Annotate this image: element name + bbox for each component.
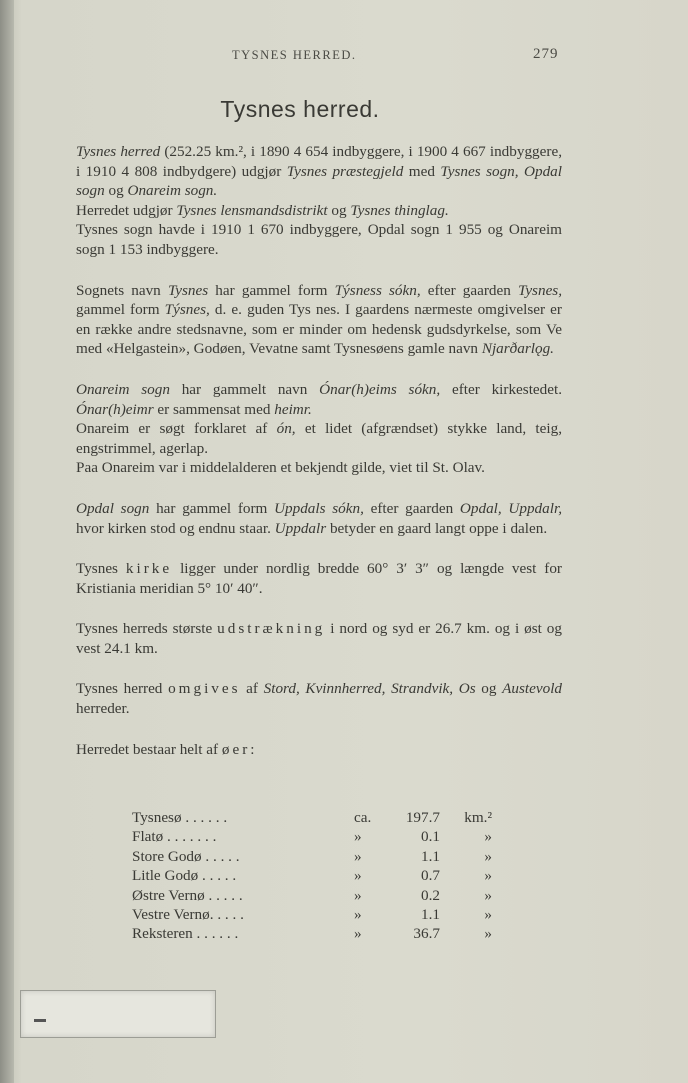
paragraph-district (76, 201, 562, 221)
island-qualifier: » (354, 886, 362, 904)
paragraph-kirke (76, 559, 562, 598)
list-item (132, 905, 492, 924)
text-italic: Uppdals sókn, (274, 499, 364, 517)
scan-label-box (20, 990, 216, 1038)
text-spaced: omgives (168, 680, 241, 698)
text-italic: Austevold (502, 680, 563, 698)
list-item (132, 886, 492, 905)
text: Sognets navn (76, 281, 168, 299)
page-title: Tysnes herred. (220, 96, 380, 122)
text-italic: Tysnes thinglag. (350, 201, 449, 219)
island-qualifier: ca. (354, 809, 372, 826)
text-italic: Ónar(h)eimr (76, 400, 154, 418)
paragraph-population: Tysnes sogn havde i 1910 1 670 indbyggere, Opdal sogn 1 955 og Onareim sogn 1 153 indbyggere. (76, 221, 562, 258)
island-name: Flatø . . . . . . . (132, 828, 217, 846)
island-area: 0.1 (421, 828, 440, 846)
island-name: Reksteren . . . . . . (132, 925, 239, 943)
text: og (327, 201, 351, 219)
text-italic: ón, (276, 420, 296, 438)
text: efter kirkestedet. (440, 380, 563, 398)
text: og (104, 182, 128, 200)
text-italic: Tysnes sogn, Opdal sogn (76, 162, 562, 200)
text-italic: heimr. (274, 400, 312, 418)
text-italic: Týsness sókn, (334, 281, 421, 299)
text: Herredet bestaar helt af (76, 740, 222, 758)
text: og (475, 680, 503, 698)
text-italic: Njarðarlǫg. (481, 340, 554, 358)
island-name: Tysnesø . . . . . . (132, 809, 228, 826)
text: herreder. (76, 700, 130, 718)
text-italic: Onareim sogn. (127, 182, 218, 200)
text-italic: Týsnes, (164, 301, 210, 319)
text: Onareim er søgt forklaret af (76, 420, 277, 438)
island-name: Store Godø . . . . . (132, 847, 240, 865)
text: Herredet udgjør (76, 201, 177, 219)
island-qualifier: » (354, 906, 362, 924)
island-unit: » (484, 867, 492, 885)
island-area: 197.7 (405, 809, 440, 826)
text: har gammel form (149, 499, 275, 517)
text-italic: Uppdalr (274, 519, 327, 537)
paragraph-opdal-name (76, 499, 562, 538)
text: (252.25 km.², i 1890 4 654 indbyggere, i 1900 4 667 indbyggere, i 1910 4 808 indbydgere) udgjør (76, 143, 562, 180)
text: et lidet (afgrændset) stykke land, teig, engstrimmel, agerlap. (76, 420, 562, 457)
text: hvor kirken stod og endnu staar. (76, 519, 275, 537)
text-italic: Tysnes herred (76, 143, 161, 160)
paragraph-onareim-explained (76, 419, 562, 458)
island-qualifier: » (354, 925, 362, 943)
text-italic: Tysnes (167, 281, 209, 299)
island-name: Litle Godø . . . . . (132, 867, 237, 885)
island-list (132, 808, 492, 944)
text: er sammensat med (153, 400, 275, 418)
island-qualifier: » (354, 828, 362, 846)
text-italic: Stord, Kvinnherred, Strandvik, Os (263, 680, 476, 698)
text: Tysnes herreds største (76, 620, 218, 638)
island-name: Østre Vernø . . . . . (132, 886, 243, 904)
text: gammel form (76, 301, 165, 319)
page-number: 279 (533, 46, 559, 62)
body-text (76, 142, 562, 759)
island-qualifier: » (354, 847, 362, 865)
island-unit: » (484, 847, 492, 865)
text: Tysnes (76, 560, 126, 578)
text: : (250, 740, 255, 758)
list-item (132, 827, 492, 846)
text-italic: Opdal, Uppdalr, (459, 499, 562, 517)
island-unit: » (484, 906, 492, 924)
island-area: 1.1 (421, 906, 440, 924)
text: betyder en gaard langt oppe i dalen. (326, 519, 548, 537)
text-spaced: kirke (125, 560, 173, 578)
island-qualifier: » (354, 867, 362, 885)
island-area: 0.7 (421, 867, 440, 885)
text-italic: Tysnes, (518, 281, 563, 299)
island-unit: » (484, 886, 492, 904)
list-item (132, 924, 492, 943)
book-spine-edge (0, 0, 14, 1083)
paragraph-udstraekning (76, 619, 562, 658)
paragraph-onareim-name (76, 380, 562, 419)
text: af (240, 680, 264, 698)
paragraph-islands-intro (76, 740, 562, 760)
running-head: TYSNES HERRED. (232, 48, 357, 62)
list-item (132, 866, 492, 885)
island-area: 1.1 (421, 847, 440, 865)
list-item (132, 808, 492, 827)
text: efter gaarden (420, 281, 518, 299)
island-area: 0.2 (421, 886, 440, 904)
paragraph-onareim-gilde: Paa Onareim var i middelalderen et bekjendt gilde, viet til St. Olav. (76, 459, 485, 477)
island-unit: » (484, 828, 492, 846)
text: har gammelt navn (169, 380, 320, 398)
island-name: Vestre Vernø. . . . . (132, 906, 244, 924)
island-area: 36.7 (413, 925, 440, 943)
text: har gammel form (208, 281, 335, 299)
text: med (403, 162, 441, 180)
text-italic: Tysnes præstegjeld (286, 162, 404, 180)
text-spaced: udstrækning (217, 620, 326, 638)
text: Tysnes herred (76, 680, 169, 698)
text-italic: Ónar(h)eims sókn, (319, 380, 441, 398)
text: d. e. guden Tys nes. I gaardens nærmeste omgivelser er en række andre stedsnavne, som er minder om hedensk gudsdyrkelse, som Ve med «Helgastein», Godøen, Vevatne samt Tysnesøens gamle navn (76, 301, 562, 358)
paragraph-area (76, 142, 562, 201)
text-italic: Opdal sogn (76, 499, 150, 517)
island-unit: » (484, 925, 492, 943)
text-spaced: øer (221, 740, 251, 758)
text-italic: Tysnes lensmandsdistrikt (176, 201, 328, 219)
text: efter gaarden (363, 499, 460, 517)
paragraph-omgives (76, 679, 562, 718)
island-unit: km.² (464, 809, 492, 826)
paragraph-tysnes-name (76, 281, 562, 359)
text-italic: Onareim sogn (76, 380, 170, 398)
scan-label-mark (34, 1019, 46, 1022)
list-item (132, 847, 492, 866)
text: ligger under nordlig bredde 60° 3′ 3″ og længde vest for Kristiania meridian 5° 10′ 40″. (76, 560, 562, 597)
text: i nord og syd er 26.7 km. og i øst og vest 24.1 km. (76, 620, 562, 657)
